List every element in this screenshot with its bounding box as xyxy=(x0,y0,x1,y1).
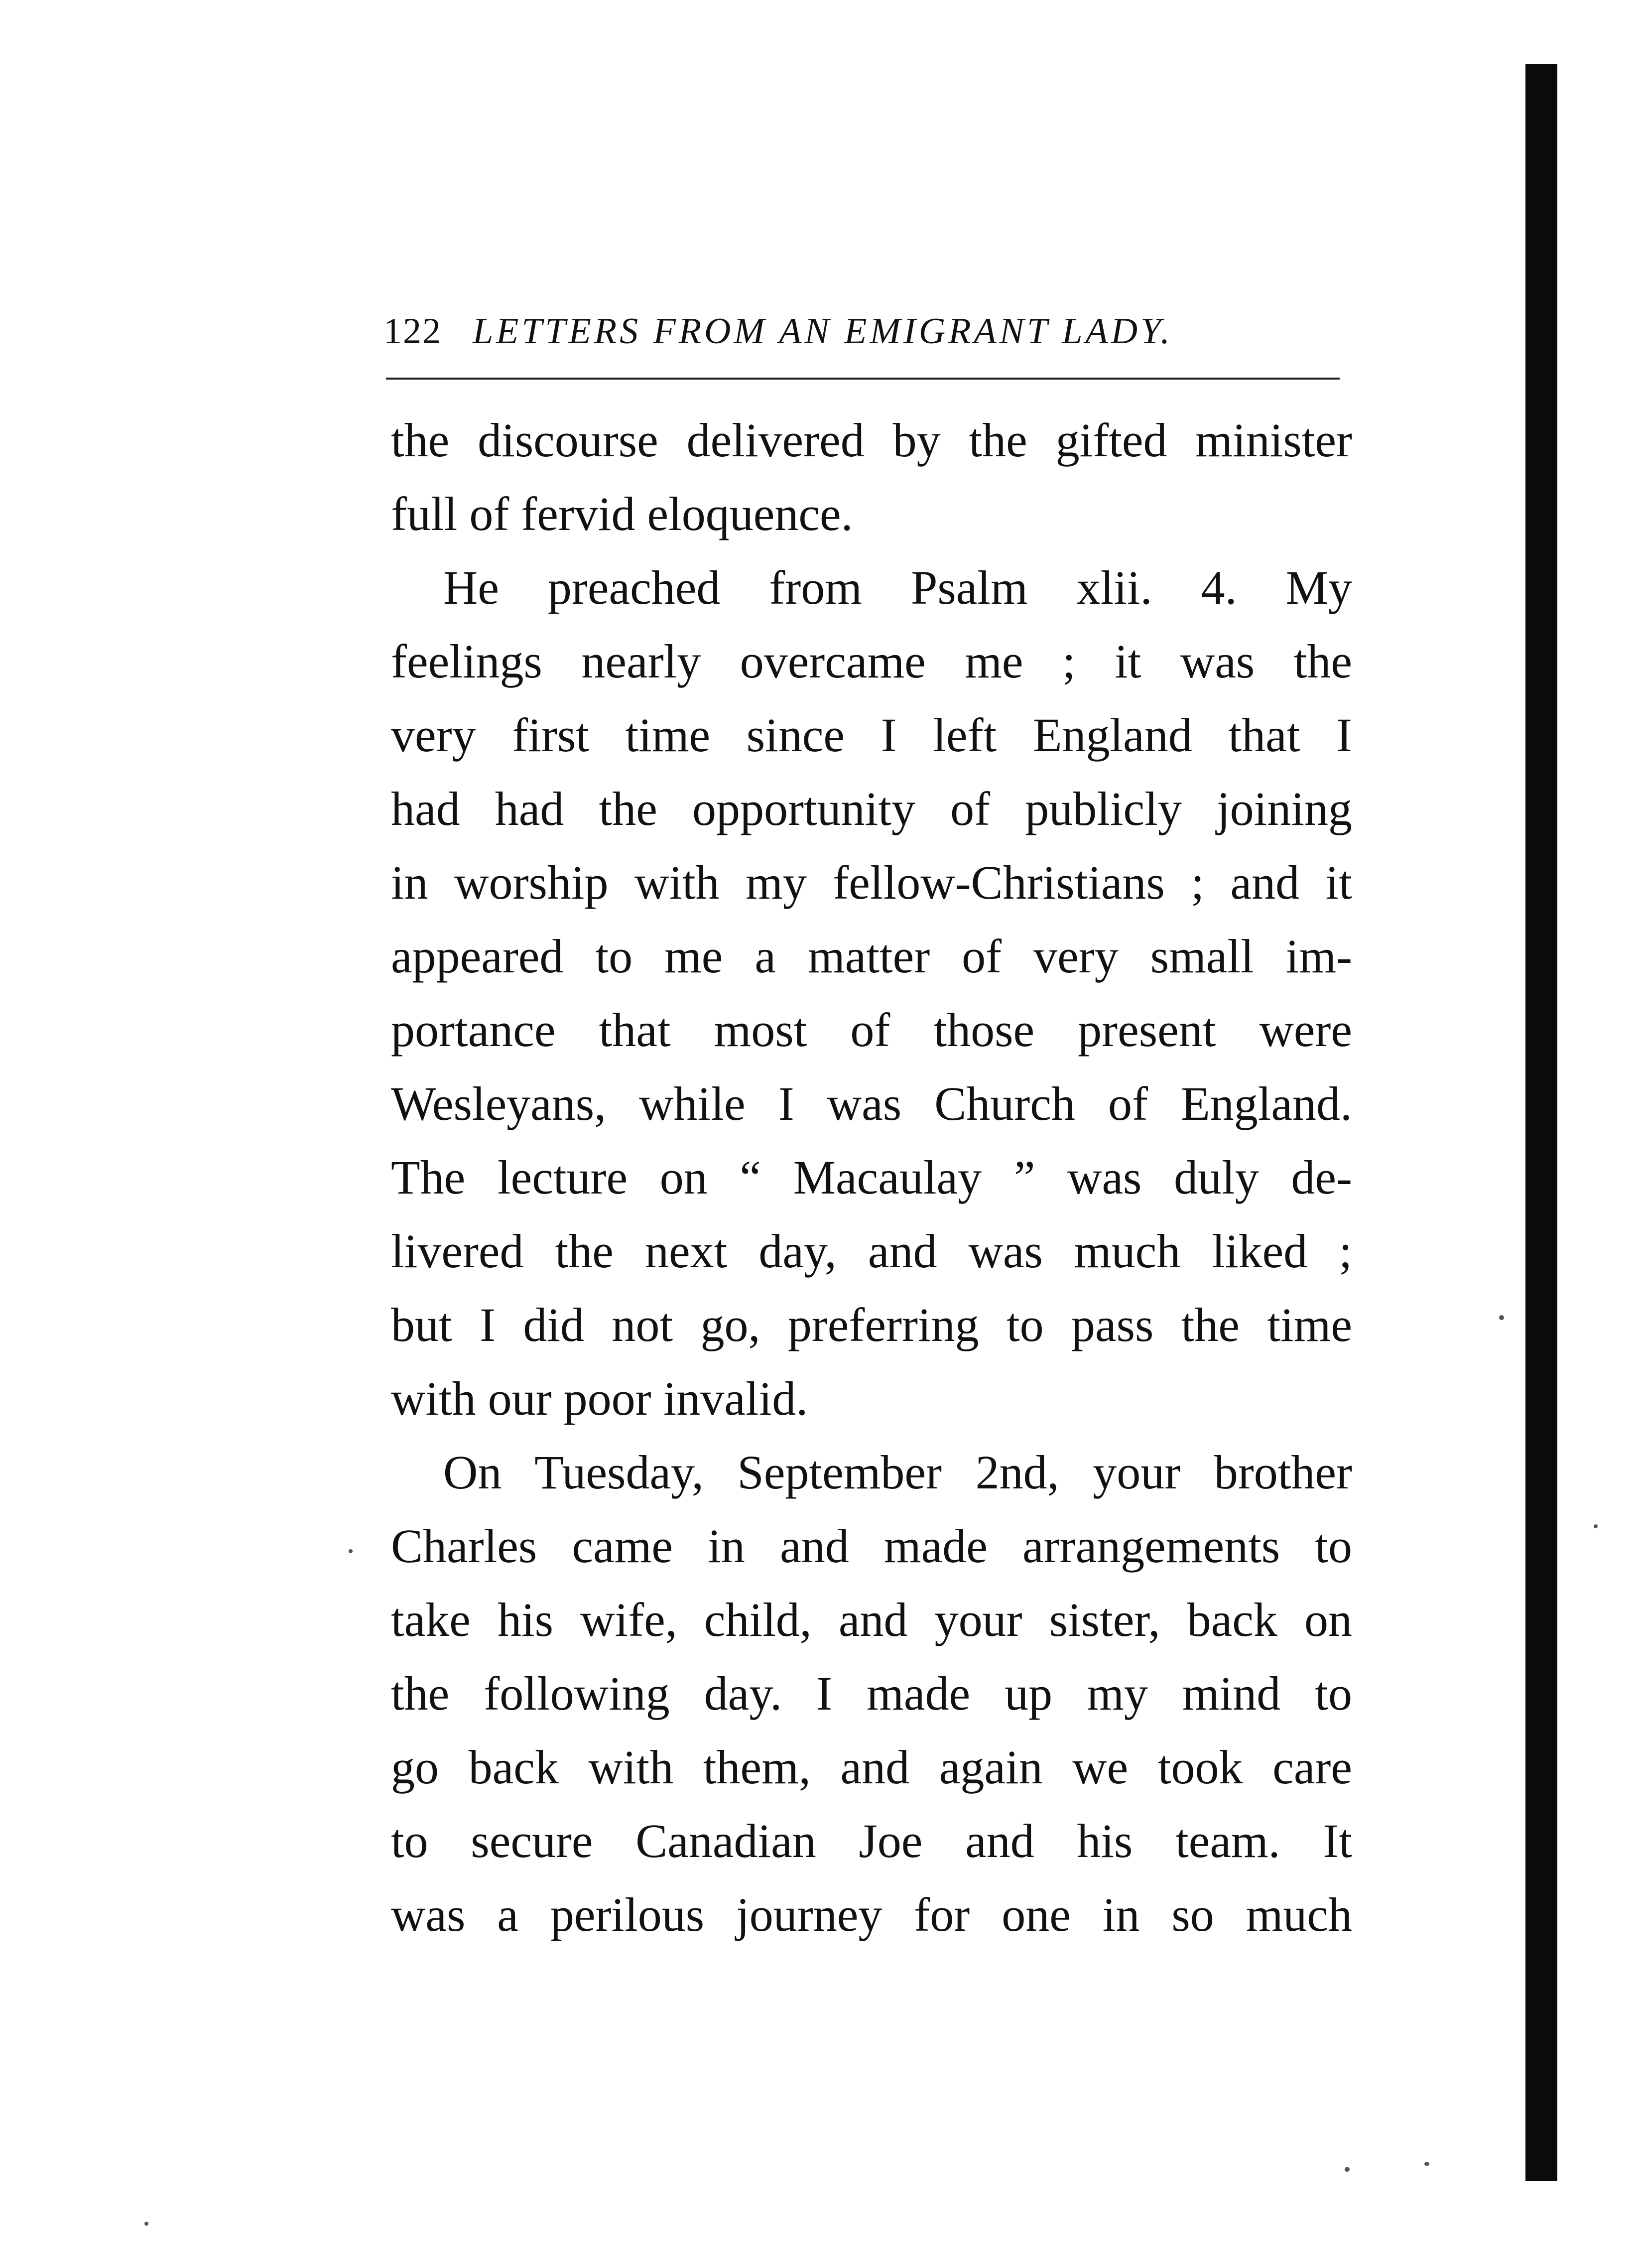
text-line: the following day. I made up my mind to xyxy=(391,1667,1352,1720)
text-line: but I did not go, preferring to pass the time xyxy=(391,1298,1352,1351)
scan-speck xyxy=(1345,2167,1350,2172)
running-header xyxy=(383,304,1340,359)
text-line: The lecture on “ Macaulay ” was duly de- xyxy=(391,1151,1352,1204)
text-line: go back with them, and again we took care xyxy=(391,1740,1352,1794)
page-number: 122 xyxy=(383,311,442,352)
text-line: very first time since I left England that I xyxy=(391,708,1352,762)
text-line: full of fervid eloquence. xyxy=(391,487,853,540)
scan-speck xyxy=(1424,2162,1429,2166)
text-line: He preached from Psalm xlii. 4. My xyxy=(443,561,1352,614)
text-line: livered the next day, and was much liked ; xyxy=(391,1224,1352,1278)
body-text xyxy=(391,403,1352,1952)
text-line: to secure Canadian Joe and his team. It xyxy=(391,1814,1352,1868)
page-edge-shadow xyxy=(1525,64,1557,2181)
text-line: was a perilous journey for one in so much xyxy=(391,1888,1352,1941)
scan-speck xyxy=(144,2222,148,2226)
header-rule xyxy=(386,378,1340,380)
running-title: LETTERS FROM AN EMIGRANT LADY. xyxy=(473,311,1173,352)
text-line: the discourse delivered by the gifted minister xyxy=(391,413,1352,467)
text-line: appeared to me a matter of very small im- xyxy=(391,930,1352,983)
text-line: take his wife, child, and your sister, back on xyxy=(391,1593,1352,1646)
scan-speck xyxy=(1594,1524,1598,1528)
text-line: had had the opportunity of publicly joining xyxy=(391,782,1352,835)
text-line: Charles came in and made arrangements to xyxy=(391,1519,1352,1573)
text-line: with our poor invalid. xyxy=(391,1372,808,1425)
text-line: in worship with my fellow-Christians ; and it xyxy=(391,856,1352,909)
text-line: portance that most of those present were xyxy=(391,1003,1352,1057)
text-line: On Tuesday, September 2nd, your brother xyxy=(443,1446,1352,1499)
scan-speck xyxy=(349,1549,353,1553)
text-line: Wesleyans, while I was Church of England. xyxy=(391,1077,1352,1130)
scan-speck xyxy=(1499,1315,1504,1320)
text-line: feelings nearly overcame me ; it was the xyxy=(391,635,1352,688)
